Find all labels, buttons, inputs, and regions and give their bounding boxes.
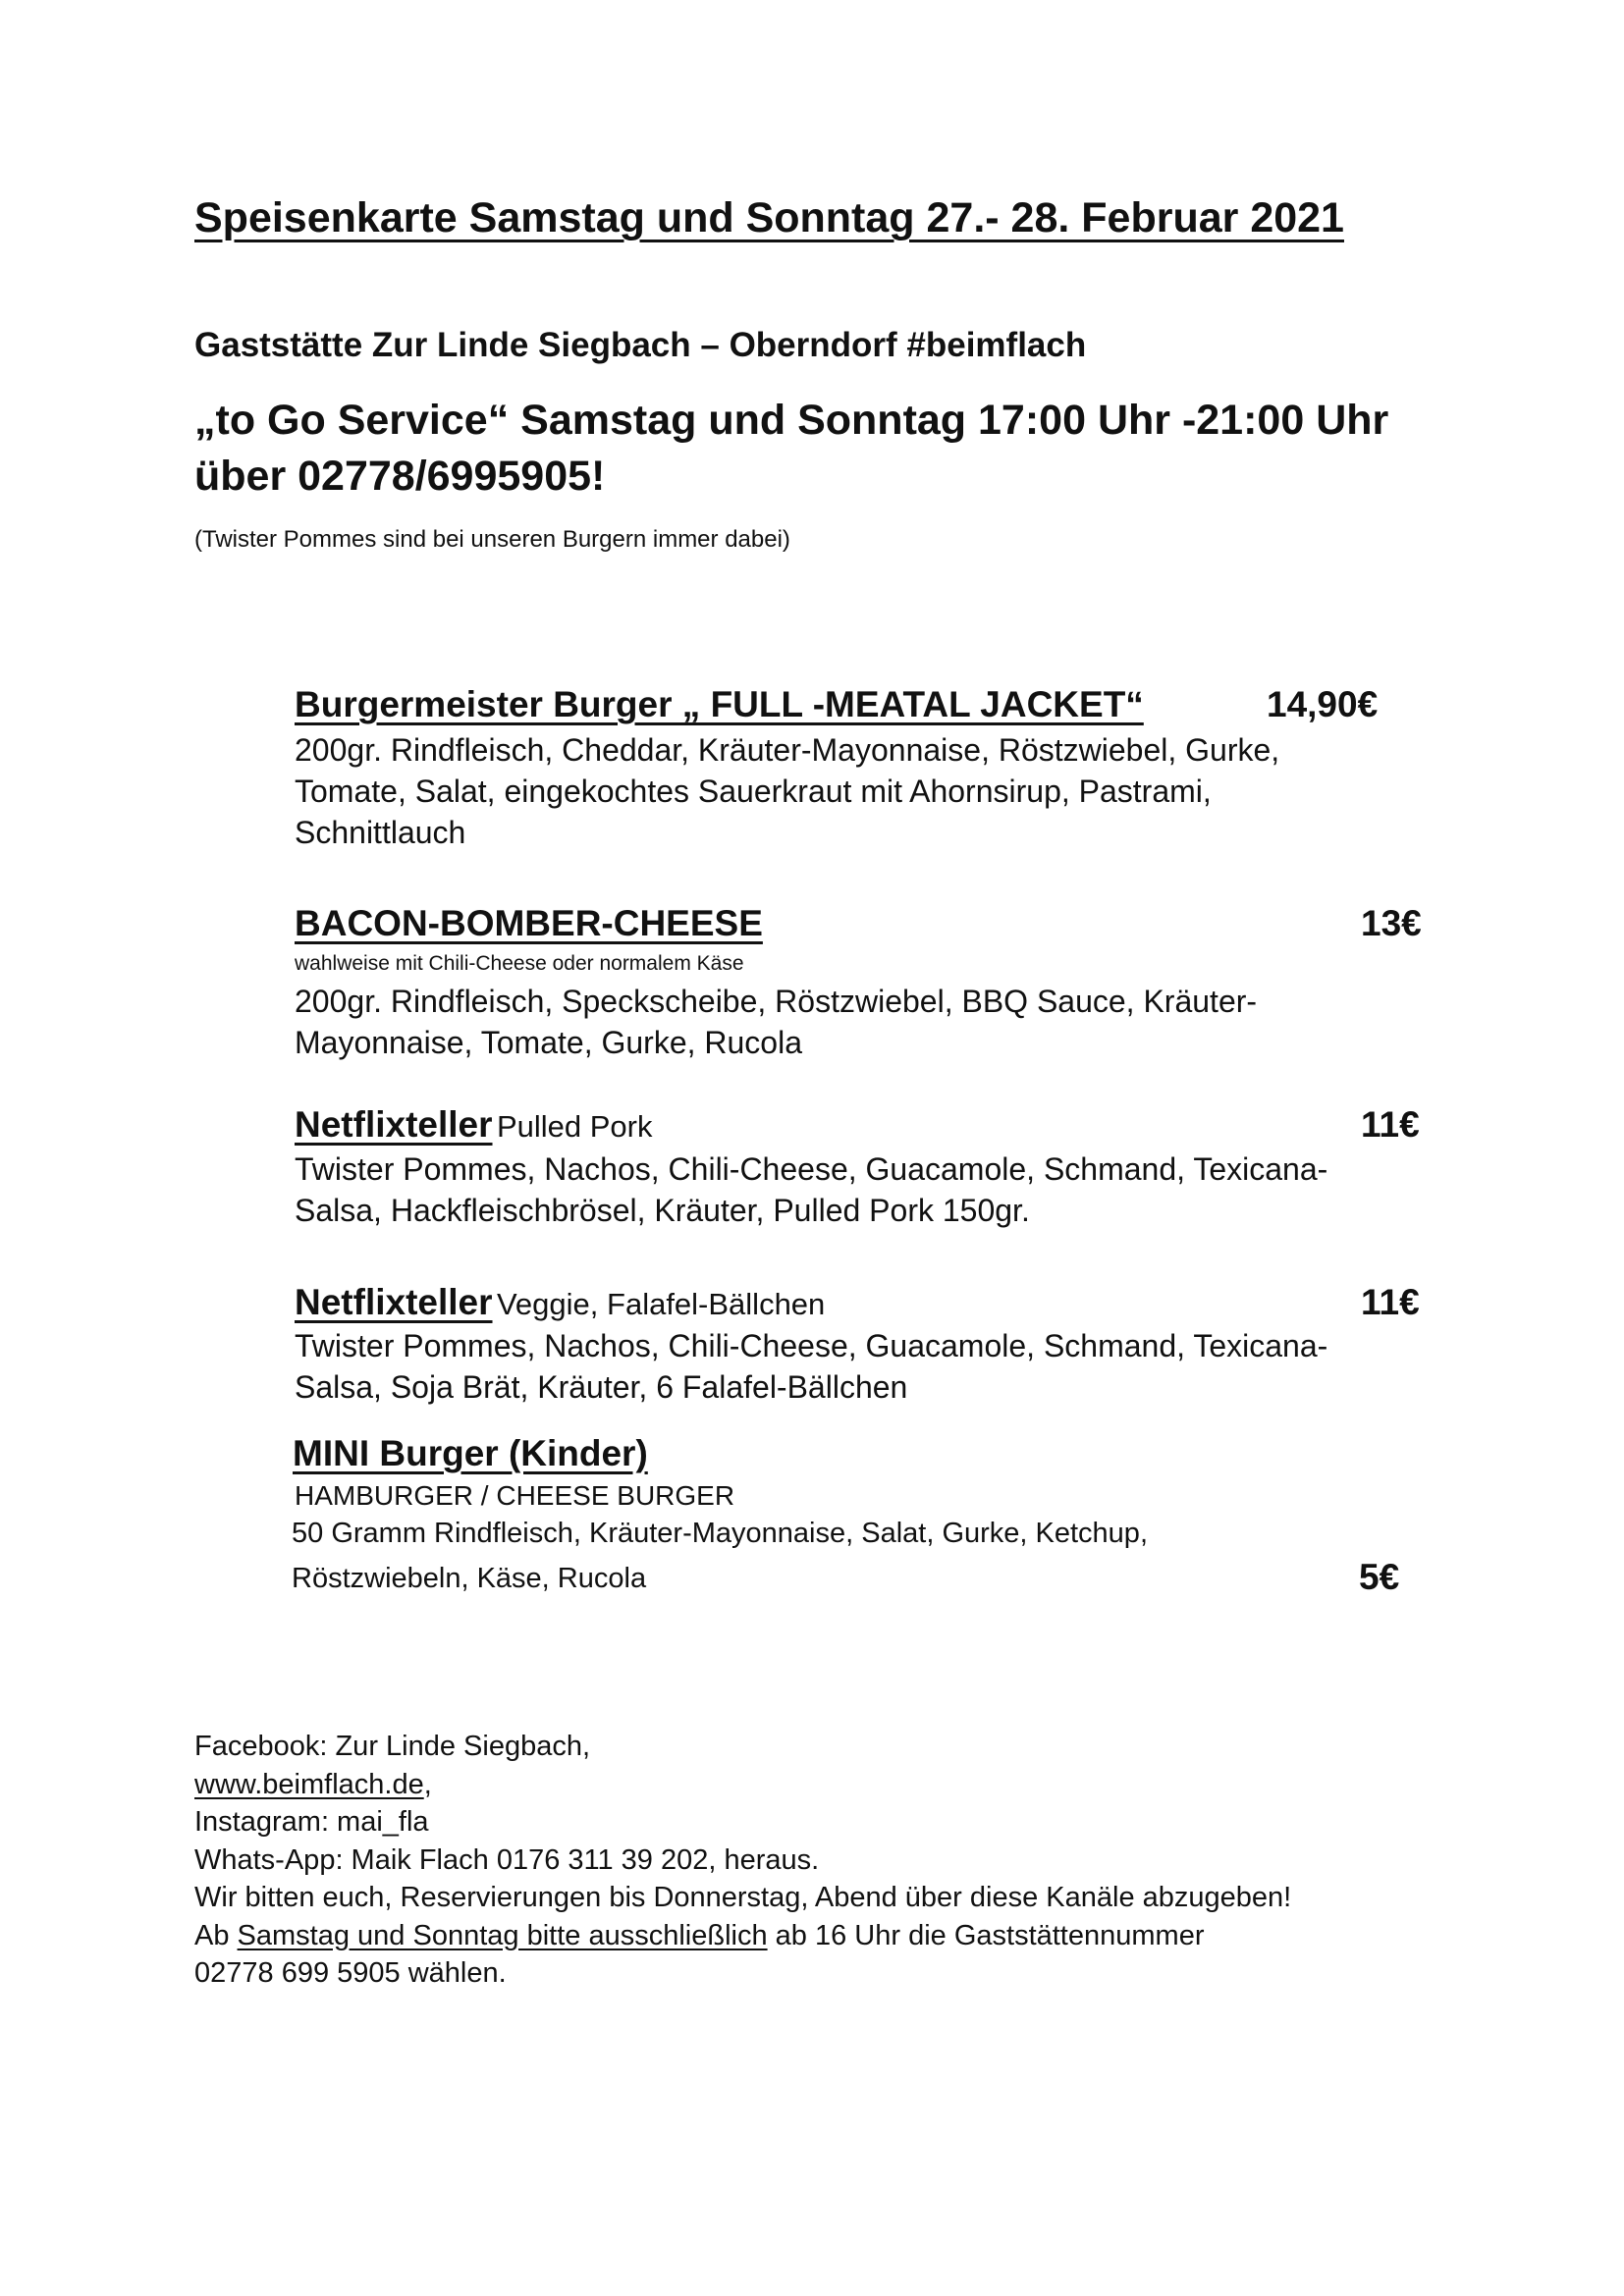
weekend-phone-line [194, 1917, 1291, 1955]
fries-note: (Twister Pommes sind bei unseren Burgern immer dabei) [194, 526, 790, 553]
menu-item-name: Netflixteller [295, 1282, 493, 1322]
menu-item-price: 13€ [1361, 903, 1422, 943]
menu-item-description: Twister Pommes, Nachos, Chili-Cheese, Guacamole, Schmand, Texicana-Salsa, Soja Brät, Kräuter, 6 Falafel-Bällchen [295, 1328, 1328, 1405]
venue-name: Gaststätte Zur Linde Siegbach – Oberndorf #beimflach [194, 326, 1087, 364]
menu-item-price: 11€ [1361, 1282, 1420, 1322]
menu-item-variant: Veggie, Falafel-Bällchen [496, 1287, 826, 1321]
menu-item-name: Burgermeister Burger „ FULL -MEATAL JACKET“ [295, 684, 1144, 724]
page-title: Speisenkarte Samstag und Sonntag 27.- 28. Februar 2021 [194, 194, 1344, 241]
service-phone: über 02778/6995905! [194, 453, 606, 500]
instagram-line: Instagram: mai_fla [194, 1806, 429, 1838]
menu-item-price: 14,90€ [1267, 684, 1379, 724]
menu-item-description: 200gr. Rindfleisch, Speckscheibe, Röstzwiebel, BBQ Sauce, Kräuter-Mayonnaise, Tomate, Gurke, Rucola [295, 984, 1258, 1060]
website-line [194, 1766, 1291, 1804]
menu-item-description: 50 Gramm Rindfleisch, Kräuter-Mayonnaise, Salat, Gurke, Ketchup, [292, 1518, 1148, 1549]
whatsapp-line: Whats-App: Maik Flach 0176 311 39 202, heraus. [194, 1843, 820, 1876]
menu-item-description-continued: Röstzwiebeln, Käse, Rucola [292, 1563, 647, 1594]
menu-item-variant: HAMBURGER / CHEESE BURGER [295, 1480, 735, 1511]
menu-item-name: MINI Burger (Kinder) [293, 1433, 648, 1473]
website-link[interactable]: www.beimflach.de [194, 1768, 424, 1800]
menu-item-description: Twister Pommes, Nachos, Chili-Cheese, Guacamole, Schmand, Texicana-Salsa, Hackfleischbrösel, Kräuter, Pulled Pork 150gr. [295, 1151, 1328, 1228]
menu-item-name: BACON-BOMBER-CHEESE [295, 903, 763, 943]
service-hours: „to Go Service“ Samstag und Sonntag 17:00 Uhr -21:00 Uhr [194, 397, 1389, 444]
website-suffix: , [423, 1768, 432, 1800]
reservation-line: Wir bitten euch, Reservierungen bis Donnerstag, Abend über diese Kanäle abzugeben! [194, 1882, 1292, 1913]
facebook-line: Facebook: Zur Linde Siegbach, [194, 1731, 591, 1762]
menu-item-name: Netflixteller [295, 1104, 493, 1145]
weekend-suffix: ab 16 Uhr die Gaststättennummer [775, 1919, 1205, 1951]
service-info [194, 393, 1471, 505]
menu-item-option: wahlweise mit Chili-Cheese oder normalem Käse [295, 952, 744, 975]
menu-item-variant: Pulled Pork [496, 1109, 653, 1144]
contact-info [194, 1728, 1291, 1993]
menu-item-heading [295, 1104, 653, 1146]
menu-item-price: 5€ [1359, 1557, 1400, 1597]
menu-item-heading [295, 1282, 825, 1323]
weekend-emphasis: Samstag und Sonntag bitte ausschließlich [237, 1919, 768, 1951]
phone-line: 02778 699 5905 wählen. [194, 1957, 507, 1989]
weekend-prefix: Ab [194, 1919, 230, 1951]
menu-item-price: 11€ [1361, 1104, 1420, 1145]
menu-item-description: 200gr. Rindfleisch, Cheddar, Kräuter-Mayonnaise, Röstzwiebel, Gurke, Tomate, Salat, eingekochtes Sauerkraut mit Ahornsirup, Pastrami, Schnittlauch [295, 732, 1280, 850]
